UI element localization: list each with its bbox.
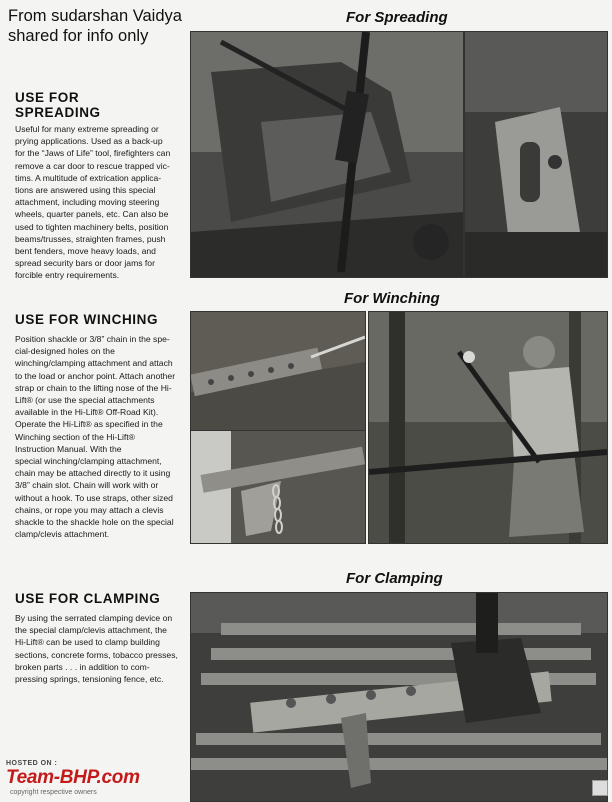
header-note xyxy=(8,6,182,46)
clamping-line: broken parts . . . in addition to com- xyxy=(15,661,150,672)
spreading-photo-car-door xyxy=(190,31,464,278)
winching-line: chain may be attached directly to it using xyxy=(15,468,171,479)
winching-line: to the load or anchor point. Attach another xyxy=(15,370,176,381)
winching-line: clamp/clevis attachment. xyxy=(15,529,110,540)
winching-line: cial-designed holes on the xyxy=(15,346,115,357)
winching-body xyxy=(15,333,175,540)
winching-line: strap or chain to the lifting nose of the Hi- xyxy=(15,382,172,393)
clamping-line: sections, concrete forms, tobacco presses, xyxy=(15,649,178,660)
spreading-line: prying applications. Used as a back-up xyxy=(15,136,163,147)
winching-photo-shackle xyxy=(190,311,366,431)
watermark-copyright: copyright respective owners xyxy=(10,789,97,796)
spreading-line: tions are answered using this special xyxy=(15,185,156,196)
winching-line: Winching section of the Hi-Lift® xyxy=(15,431,136,442)
spreading-line: for the “Jaws of Life” tool, firefighters can xyxy=(15,148,171,159)
winching-line: 3/8” chain slot. Chain will work with or xyxy=(15,480,159,491)
clamping-title: USE FOR CLAMPING xyxy=(15,591,161,606)
spreading-line: attachment, including moving steering xyxy=(15,197,160,208)
winching-line: chains, or rope you may attach a clevis xyxy=(15,504,164,515)
spreading-line: beams/trusses, straighten frames, push xyxy=(15,233,166,244)
clamping-caption: For Clamping xyxy=(346,570,443,587)
header-note-line-2: shared for info only xyxy=(8,27,149,45)
spreading-line: Useful for many extreme spreading or xyxy=(15,124,159,134)
winching-line: shackle to the shackle hole on the special xyxy=(15,517,174,528)
winching-line: Instruction Manual. With the xyxy=(15,443,122,454)
spreading-title-line-2: SPREADING xyxy=(15,105,101,120)
watermark-brand: Team-BHP.com xyxy=(6,767,140,788)
winching-photo-operator xyxy=(368,311,608,544)
watermark-hosted-label: HOSTED ON : xyxy=(6,760,58,767)
winching-line: Operate the Hi-Lift® as specified in the xyxy=(15,419,163,430)
spreading-body xyxy=(15,123,170,282)
clamping-photo-panels xyxy=(190,592,608,802)
winching-line: Position shackle or 3/8” chain in the spe- xyxy=(15,334,170,344)
winching-line: special winching/clamping attachment, xyxy=(15,456,162,467)
spreading-line: used to tighten machinery belts, position xyxy=(15,221,169,232)
winching-line: winching/clamping attachment and attach xyxy=(15,358,173,369)
spreading-line: remove a car door to rescue trapped vic- xyxy=(15,160,170,171)
clamping-line: the special clamp/clevis attachment, the xyxy=(15,625,167,636)
spreading-line: wheels, quarter panels, etc. Can also be xyxy=(15,209,169,220)
clamping-line: pressing springs, tensioning fence, etc. xyxy=(15,674,164,685)
spreading-caption: For Spreading xyxy=(346,9,448,26)
spreading-line: tims. A multitude of extrication applica- xyxy=(15,172,162,183)
header-note-line-1: From sudarshan Vaidya xyxy=(8,7,182,25)
clamping-body xyxy=(15,612,178,685)
winching-line: Lift® (or use the special attachments xyxy=(15,395,155,406)
expand-corner-icon[interactable] xyxy=(592,780,608,796)
winching-line: available in the Hi-Lift® Off-Road Kit). xyxy=(15,407,159,418)
winching-line: without a hook. To use straps, other sized xyxy=(15,492,173,503)
spreading-line: forcible entry requirements. xyxy=(15,270,120,281)
spreading-line: bent fenders, move heavy loads, and xyxy=(15,246,156,257)
spreading-title-line-1: USE FOR xyxy=(15,90,80,105)
spreading-photo-attachment-closeup xyxy=(464,31,608,278)
clamping-line: By using the serrated clamping device on xyxy=(15,613,173,623)
winching-title: USE FOR WINCHING xyxy=(15,312,159,327)
spreading-line: spread security bars or door jams for xyxy=(15,258,155,269)
winching-caption: For Winching xyxy=(344,290,440,307)
clamping-line: Hi-Lift® can be used to clamp building xyxy=(15,637,160,648)
spreading-title xyxy=(15,90,101,120)
winching-photo-chain xyxy=(190,430,366,544)
